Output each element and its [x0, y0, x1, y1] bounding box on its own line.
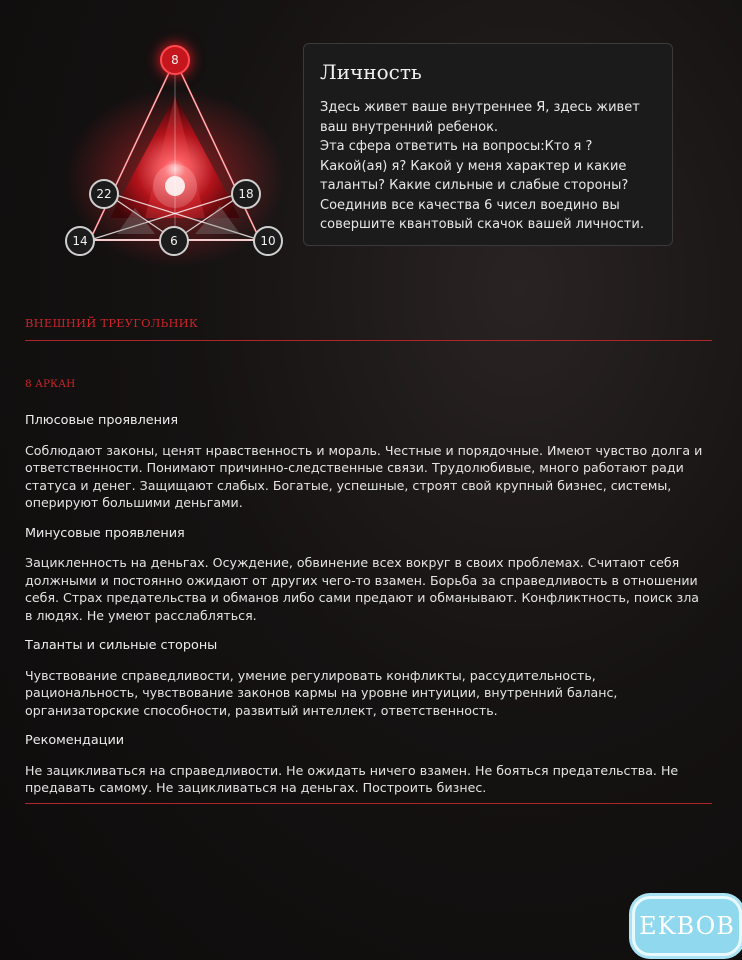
info-card [303, 43, 673, 246]
node-left-mid: 22 [89, 179, 119, 209]
top-divider [25, 340, 712, 341]
node-right-mid: 18 [231, 179, 261, 209]
arcana-label: 8 АРКАН [25, 378, 76, 390]
node-top: 8 [160, 45, 190, 75]
block-text-negative: Зацикленность на деньгах. Осуждение, обвинение всех вокруг в своих проблемах. Считают себя должными и постоянно ожидают от других чего-то взамен. Борьба за справедливость в отношении себя. Страх предательства и обманов либо сами предают и обманывают. Конфликтность, поиск зла в людях. Не умеют расслабляться. [25, 555, 700, 623]
block-text-talents: Чувствование справедливости, умение регулировать конфликты, рассудительность, рациональность, чувствование законов кармы на уровне интуиции, внутренний баланс, организаторские способности, развитый интеллект, ответственность. [25, 667, 618, 718]
node-bottom-right: 10 [253, 226, 283, 256]
node-bottom-mid: 6 [159, 226, 189, 256]
arcana-description [25, 412, 705, 810]
node-bottom-left: 14 [65, 226, 95, 256]
block-heading-talents: Таланты и сильные стороны [25, 638, 218, 653]
outer-triangle-diagram [55, 38, 295, 268]
block-heading-positive: Плюсовые проявления [25, 413, 179, 428]
bottom-divider [25, 803, 712, 804]
block-heading-negative: Минусовые проявления [25, 525, 185, 541]
block-text-recommendations: Не зацикливаться на справедливости. Не ожидать ничего взамен. Не бояться предательства. Не предавать самому. Не зацикливаться на деньгах. Построить бизнес. [25, 762, 679, 795]
section-title: ВНЕШНИЙ ТРЕУГОЛЬНИК [25, 316, 198, 330]
info-card-text: Здесь живет ваше внутреннее Я, здесь живет ваш внутренний ребенок. Эта сфера ответить на вопросы:Кто я ? Какой(ая) я? Какой у меня характер и какие таланты? Какие сильные и слабые стороны? Соединив все качества 6 чисел воедино вы совершите квантовый скачок вашей личности. [320, 100, 644, 232]
block-heading-recommendations: Рекомендации [25, 733, 125, 748]
info-card-title: Личность [320, 60, 422, 84]
watermark-badge: EKBOB [632, 896, 742, 956]
block-text-positive: Соблюдают законы, ценят нравственность и мораль. Честные и порядочные. Имеют чувство долга и ответственности. Понимают причинно-следственные связи. Трудолюбивые, много работают ради статуса и денег. Защищают слабых. Богатые, успешные, строят свой крупный бизнес, системы, оперируют большими деньгами. [25, 442, 703, 510]
